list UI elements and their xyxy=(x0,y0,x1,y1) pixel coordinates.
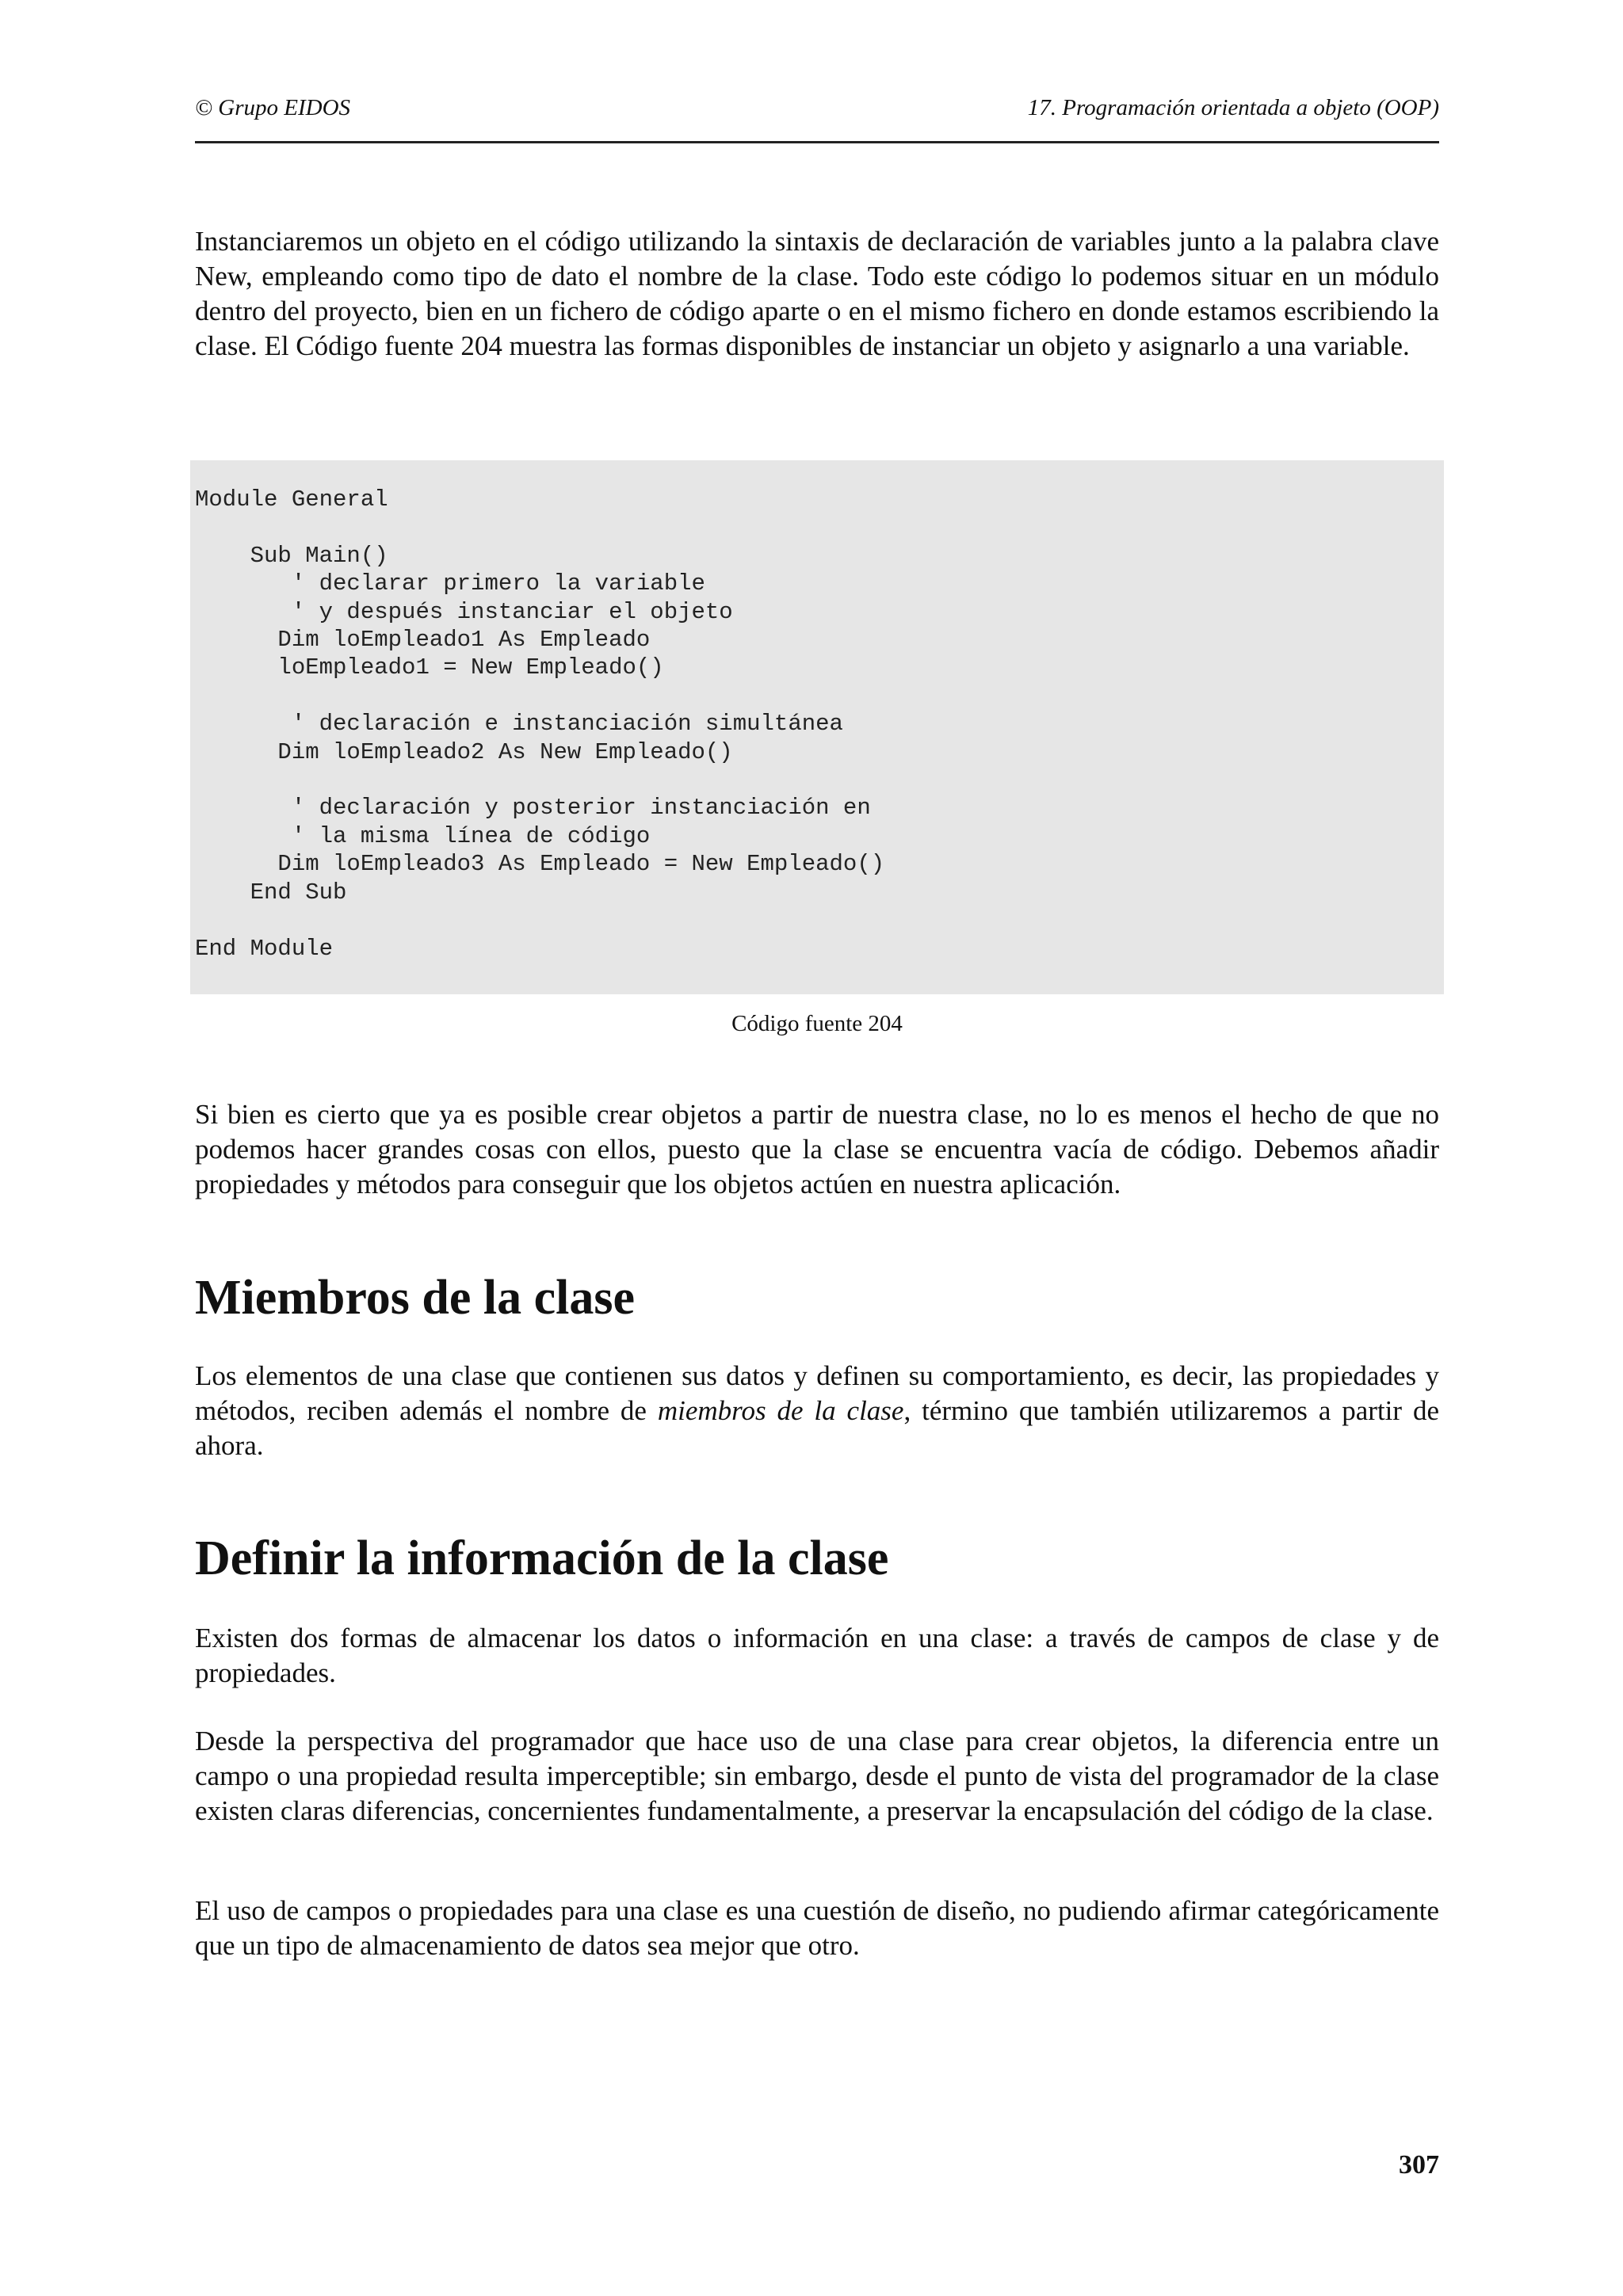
after-code-paragraph: Si bien es cierto que ya es posible crear objetos a partir de nuestra clase, no lo es menos el hecho de que no podemos hacer grandes cosas con ellos, puesto que la clase se encuentra vacía de código. Debemos añadir propiedades y métodos para conseguir que los objetos actúen en nuestra aplicación. xyxy=(195,1099,1439,1199)
header-publisher: © Grupo EIDOS xyxy=(195,95,351,120)
code-source: Module General Sub Main() ' declarar primero la variable ' y después instanciar el objeto Dim loEmpleado1 As Empleado loEmpleado1 = New Empleado() ' declaración e instanciación simultánea Dim loEmpleado2 As New Empleado() ' declaración y posterior instanciación en ' la misma línea de código Dim loEmpleado3 As Empleado = New Empleado() End Sub End Module xyxy=(195,486,885,962)
page-number: 307 xyxy=(1399,2150,1439,2180)
members-paragraph xyxy=(195,1359,1439,1463)
info-paragraph-2: Desde la perspectiva del programador que hace uso de una clase para crear objetos, la diferencia entre un campo o una propiedad resulta imperceptible; sin embargo, desde el punto de vista del programador de la clase existen claras diferencias, concernientes fundamentalmente, a preservar la encapsulación del código de la clase. xyxy=(195,1726,1439,1826)
code-listing xyxy=(190,460,1444,994)
code-caption: Código fuente 204 xyxy=(731,1011,903,1036)
heading-members: Miembros de la clase xyxy=(195,1271,636,1325)
document-page xyxy=(195,0,1439,2296)
header-chapter-title: 17. Programación orientada a objeto (OOP) xyxy=(1027,95,1439,120)
info-paragraph-3: El uso de campos o propiedades para una clase es una cuestión de diseño, no pudiendo afirmar categóricamente que un tipo de almacenamiento de datos sea mejor que otro. xyxy=(195,1895,1439,1961)
members-text-before: Los elementos de una clase que contienen sus datos y definen su comportamiento, es decir, las propiedades y métodos, reciben además el nombre de xyxy=(195,1360,1439,1426)
heading-class-info: Definir la información de la clase xyxy=(195,1531,889,1585)
members-text-after: , término que también utilizaremos a partir de ahora. xyxy=(195,1395,1439,1461)
running-header xyxy=(195,95,1439,143)
intro-paragraph: Instanciaremos un objeto en el código utilizando la sintaxis de declaración de variables junto a la palabra clave New, empleando como tipo de dato el nombre de la clase. Todo este código lo podemos situar en un módulo dentro del proyecto, bien en un fichero de código aparte o en el mismo fichero en donde estamos escribiendo la clase. El Código fuente 204 muestra las formas disponibles de instanciar un objeto y asignarlo a una variable. xyxy=(195,226,1439,361)
info-paragraph-1: Existen dos formas de almacenar los datos o información en una clase: a través de campos de clase y de propiedades. xyxy=(195,1623,1439,1688)
members-term: miembros de la clase xyxy=(657,1395,904,1426)
